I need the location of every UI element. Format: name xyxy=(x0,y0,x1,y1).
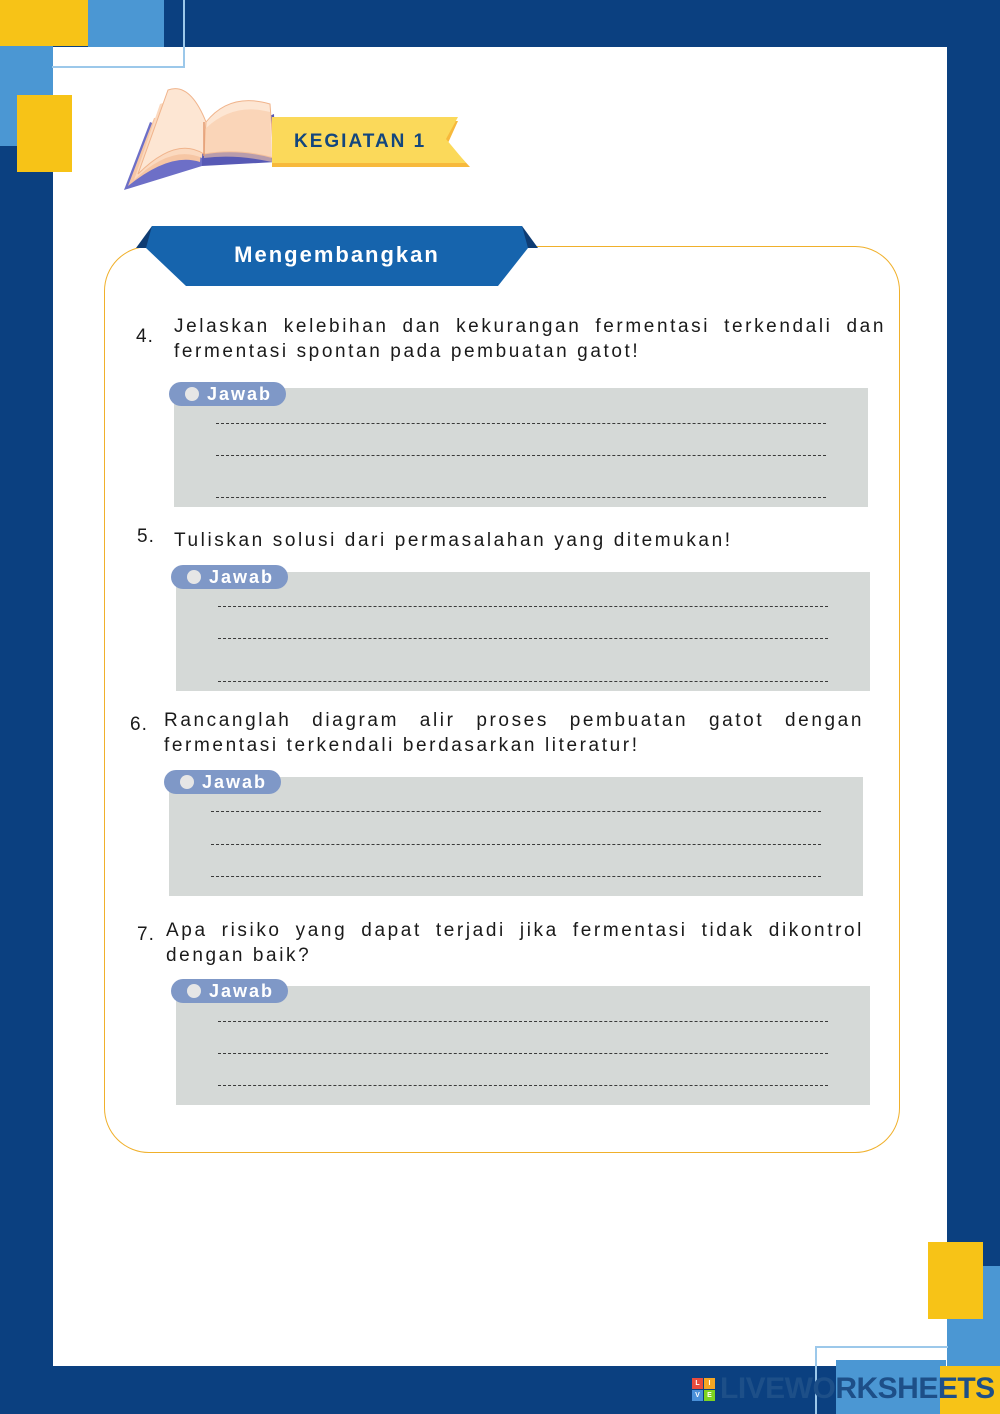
bullet-dot-icon xyxy=(180,775,194,789)
open-book-icon xyxy=(120,82,280,197)
answer-box[interactable] xyxy=(176,572,870,691)
activity-ribbon xyxy=(272,117,472,169)
logo-squares-icon: L I V E xyxy=(692,1378,716,1402)
question-number: 4. xyxy=(136,326,154,347)
answer-line xyxy=(211,811,821,812)
section-tab xyxy=(136,226,538,288)
side-yellow-block xyxy=(17,95,72,172)
question-text: Tuliskan solusi dari permasalahan yang ditemukan! xyxy=(174,530,733,551)
corner-outline xyxy=(52,0,185,68)
answer-line xyxy=(218,606,828,607)
question-text: Jelaskan kelebihan dan kekurangan fermentasi terkendali dan fermentasi spontan pada pembuatan gatot! xyxy=(174,316,886,362)
answer-line xyxy=(211,876,821,877)
bullet-dot-icon xyxy=(187,984,201,998)
question-number: 5. xyxy=(137,526,155,547)
bullet-dot-icon xyxy=(185,387,199,401)
answer-label xyxy=(169,382,286,406)
question-text: Rancanglah diagram alir proses pembuatan gatot dengan fermentasi terkendali berdasarkan literatur! xyxy=(164,710,864,756)
logo-wordmark: LIVEWORKSHEETS xyxy=(720,1372,995,1405)
bullet-dot-icon xyxy=(187,570,201,584)
question-number: 7. xyxy=(137,924,155,945)
answer-box[interactable] xyxy=(174,388,868,507)
answer-line xyxy=(216,497,826,498)
section-title: Mengembangkan xyxy=(234,242,440,267)
answer-line xyxy=(218,1021,828,1022)
answer-box[interactable] xyxy=(176,986,870,1105)
answer-line xyxy=(216,423,826,424)
answer-label-text: Jawab xyxy=(207,384,273,404)
answer-line xyxy=(218,1053,828,1054)
answer-line xyxy=(218,681,828,682)
answer-line xyxy=(218,1085,828,1086)
question-number: 6. xyxy=(130,714,148,735)
answer-label xyxy=(171,565,288,589)
side-yellow-block xyxy=(928,1242,983,1319)
answer-label xyxy=(171,979,288,1003)
answer-line xyxy=(216,455,826,456)
answer-label-text: Jawab xyxy=(209,981,275,1001)
answer-line xyxy=(218,638,828,639)
activity-label: KEGIATAN 1 xyxy=(294,131,427,152)
answer-label xyxy=(164,770,281,794)
answer-box[interactable] xyxy=(169,777,863,896)
question-text: Apa risiko yang dapat terjadi jika fermentasi tidak dikontrol dengan baik? xyxy=(166,920,864,966)
answer-line xyxy=(211,844,821,845)
answer-label-text: Jawab xyxy=(209,567,275,587)
answer-label-text: Jawab xyxy=(202,772,268,792)
